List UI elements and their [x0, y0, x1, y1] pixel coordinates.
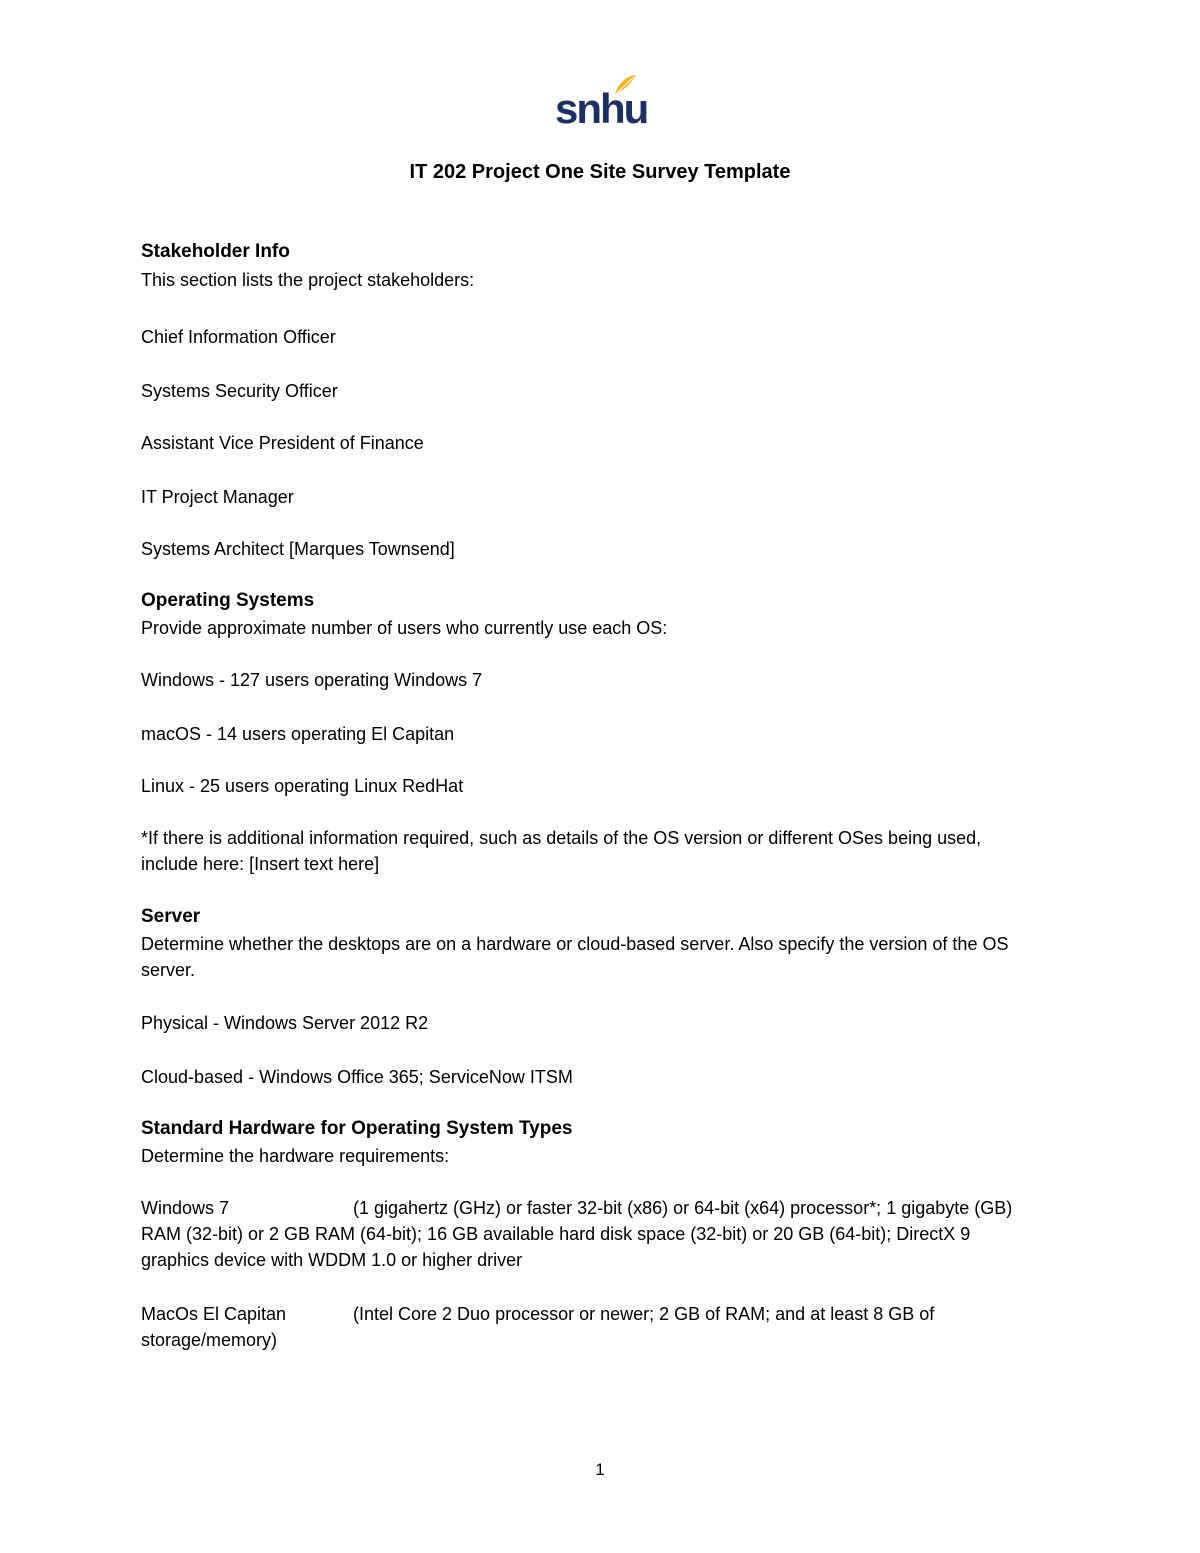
hardware-item-label: MacOs El Capitan	[141, 1304, 287, 1324]
logo-wordmark: snhu	[555, 85, 648, 132]
os-item: macOS - 14 users operating El Capitan	[141, 724, 455, 744]
page-number: 1	[595, 1460, 605, 1479]
server-intro: Determine whether the desktops are on a hardware or cloud-based server. Also specify the version of the OS server.	[141, 934, 1009, 980]
server-heading: Server	[141, 906, 201, 927]
stakeholder-item: Assistant Vice President of Finance	[141, 433, 424, 453]
server-item: Physical - Windows Server 2012 R2	[141, 1013, 429, 1033]
hardware-item-label: Windows 7	[141, 1198, 230, 1218]
stakeholder-item: Systems Architect [Marques Townsend]	[141, 539, 455, 559]
stakeholder-heading: Stakeholder Info	[141, 241, 290, 262]
os-heading: Operating Systems	[141, 590, 315, 611]
hardware-item-text: (Intel Core 2 Duo processor or newer; 2 GB of RAM; and at least 8 GB of storage/memory)	[141, 1304, 935, 1350]
server-item: Cloud-based - Windows Office 365; ServiceNow ITSM	[141, 1067, 573, 1087]
document-title: IT 202 Project One Site Survey Template	[409, 161, 791, 183]
os-note: *If there is additional information required, such as details of the OS version or different OSes being used, include here: [Insert text here]	[141, 828, 982, 874]
os-item: Windows - 127 users operating Windows 7	[141, 670, 483, 690]
os-item: Linux - 25 users operating Linux RedHat	[141, 776, 464, 796]
hardware-item-macos	[141, 1301, 1041, 1353]
hardware-item-text: (1 gigahertz (GHz) or faster 32-bit (x86) or 64-bit (x64) processor*; 1 gigabyte (GB) RAM (32-bit) or 2 GB RAM (64-bit); 16 GB available hard disk space (32-bit) or 20 GB (64-bit); DirectX 9 graphics device with WDDM 1.0 or higher driver	[141, 1198, 1013, 1270]
hardware-intro: Determine the hardware requirements:	[141, 1146, 450, 1166]
stakeholder-item: IT Project Manager	[141, 487, 294, 507]
hardware-heading: Standard Hardware for Operating System Types	[141, 1118, 573, 1139]
snhu-logo	[555, 74, 648, 132]
stakeholder-intro: This section lists the project stakeholders:	[141, 270, 475, 290]
stakeholder-item: Systems Security Officer	[141, 381, 338, 401]
stakeholder-item: Chief Information Officer	[141, 327, 336, 347]
os-intro: Provide approximate number of users who currently use each OS:	[141, 618, 668, 638]
hardware-item-windows	[141, 1195, 1041, 1273]
